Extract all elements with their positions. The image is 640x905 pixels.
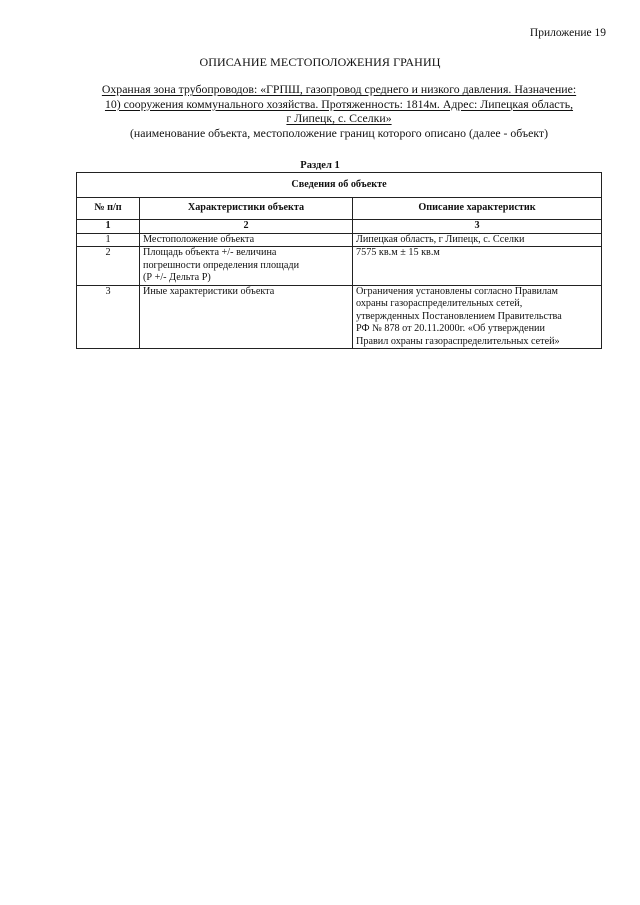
object-name-line-3: г Липецк, с. Сселки» [286,111,392,125]
object-caption: (наименование объекта, местоположение границ которого описано (далее - объект) [129,125,549,140]
row-description-line: Правил охраны газораспределительных сетей» [356,335,560,347]
row-characteristic-line: (Р +/- Дельта Р) [143,272,211,283]
row-characteristic-line: Площадь объекта +/- величина [143,247,277,258]
row-description-line: охраны газораспределительных сетей, [356,298,523,309]
table-row [77,247,602,286]
row-description-line: РФ № 878 от 20.11.2000г. «Об утверждении [356,323,545,334]
object-info-table [76,172,602,349]
column-number: 2 [140,220,353,234]
row-number: 3 [77,285,140,349]
document-title: ОПИСАНИЕ МЕСТОПОЛОЖЕНИЯ ГРАНИЦ [199,55,441,69]
header-characteristic: Характеристики объекта [140,198,353,220]
row-description-line: утвержденных Постановлением Правительства [356,310,562,322]
column-number: 3 [353,220,602,234]
section-title: Раздел 1 [300,160,340,171]
object-description [74,82,604,140]
row-number: 1 [77,233,140,247]
table-row [77,233,602,247]
object-name-line-2: 10) сооружения коммунального хозяйства. Протяженность: 1814м. Адрес: Липецкая область, [104,96,574,111]
object-name-line-1: Охранная зона трубопроводов: «ГРПШ, газопровод среднего и низкого давления. Назначение: [101,82,577,96]
row-characteristic [140,247,353,286]
row-description [353,285,602,349]
row-characteristic: Местоположение объекта [140,233,353,247]
row-characteristic-line: погрешности определения площади [143,259,300,271]
column-number: 1 [77,220,140,234]
row-number: 2 [77,247,140,286]
table-caption: Сведения об объекте [77,173,602,198]
row-description: 7575 кв.м ± 15 кв.м [353,247,602,286]
header-description: Описание характеристик [353,198,602,220]
header-number: № п/п [77,198,140,220]
table-row [77,285,602,349]
column-number-row [77,220,602,234]
row-description: Липецкая область, г Липецк, с. Сселки [353,233,602,247]
table-header-row [77,198,602,220]
row-characteristic: Иные характеристики объекта [140,285,353,349]
table-caption-row [77,173,602,198]
row-description-line: Ограничения установлены согласно Правилам [356,285,559,297]
appendix-label: Приложение 19 [529,27,606,39]
